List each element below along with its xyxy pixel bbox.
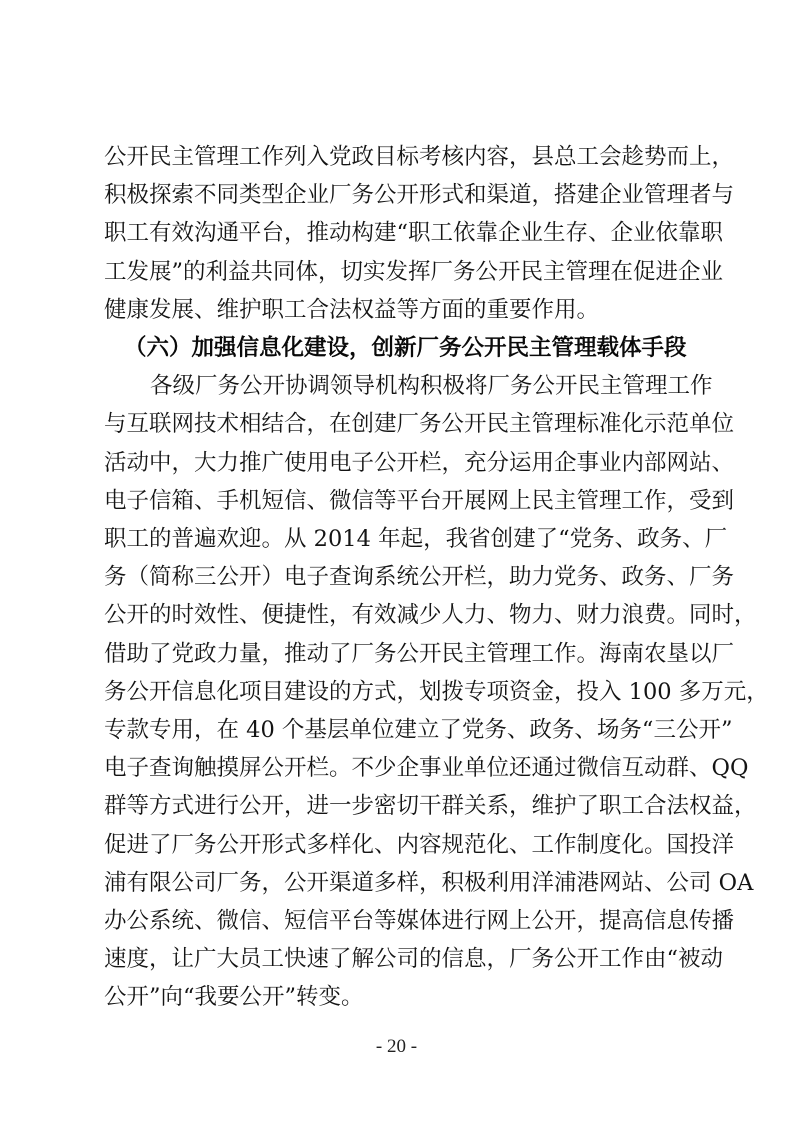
text-line: 公开民主管理工作列入党政目标考核内容，县总工会趁势而上， [104,144,735,170]
text-line: 电子查询触摸屏公开栏。不少企事业单位还通过微信互动群、QQ [104,755,749,782]
text-line: 公开”向“我要公开”转变。 [104,984,364,1011]
text-line: 速度，让广大员工快速了解公司的信息，厂务公开工作由“被动 [104,946,724,973]
text-line: 电子信箱、手机短信、微信等平台开展网上民主管理工作，受到 [104,487,735,514]
text-line: 务公开信息化项目建设的方式，划拨专项资金，投入 100 多万元， [104,678,769,705]
text-line: 工发展”的利益共同体，切实发挥厂务公开民主管理在促进企业 [104,258,724,285]
text-line: 各级厂务公开协调领导机构积极将厂务公开民主管理工作 [150,373,713,400]
text-line: 专款专用，在 40 个基层单位建立了党务、政务、场务“三公开” [104,717,733,743]
text-line: 健康发展、维护职工合法权益等方面的重要作用。 [104,296,600,323]
text-line: 积极探索不同类型企业厂务公开形式和渠道，搭建企业管理者与 [104,182,735,209]
page-number: - 20 - [375,1036,418,1057]
text-line: 促进了厂务公开形式多样化、内容规范化、工作制度化。国投洋 [104,831,735,858]
text-line: 职工的普遍欢迎。从 2014 年起，我省创建了“党务、政务、厂 [104,526,728,552]
text-line: 与互联网技术相结合，在创建厂务公开民主管理标准化示范单位 [104,411,735,438]
text-line: 公开的时效性、便捷性，有效减少人力、物力、财力浪费。同时， [104,602,757,629]
text-line: 活动中，大力推广使用电子公开栏，充分运用企事业内部网站、 [104,449,735,476]
text-line: 办公系统、微信、短信平台等媒体进行网上公开，提高信息传播 [104,908,735,934]
section-heading: （六）加强信息化建设，创新厂务公开民主管理载体手段 [124,335,687,361]
text-line: 群等方式进行公开，进一步密切干群关系，维护了职工合法权益， [104,793,757,820]
text-line: 务（简称三公开）电子查询系统公开栏，助力党务、政务、厂务 [104,564,735,591]
text-line: 借助了党政力量，推动了厂务公开民主管理工作。海南农垦以厂 [104,640,735,667]
text-line: 浦有限公司厂务，公开渠道多样，积极利用洋浦港网站、公司 OA [104,869,754,896]
text-line: 职工有效沟通平台，推动构建“职工依靠企业生存、企业依靠职 [104,220,724,247]
